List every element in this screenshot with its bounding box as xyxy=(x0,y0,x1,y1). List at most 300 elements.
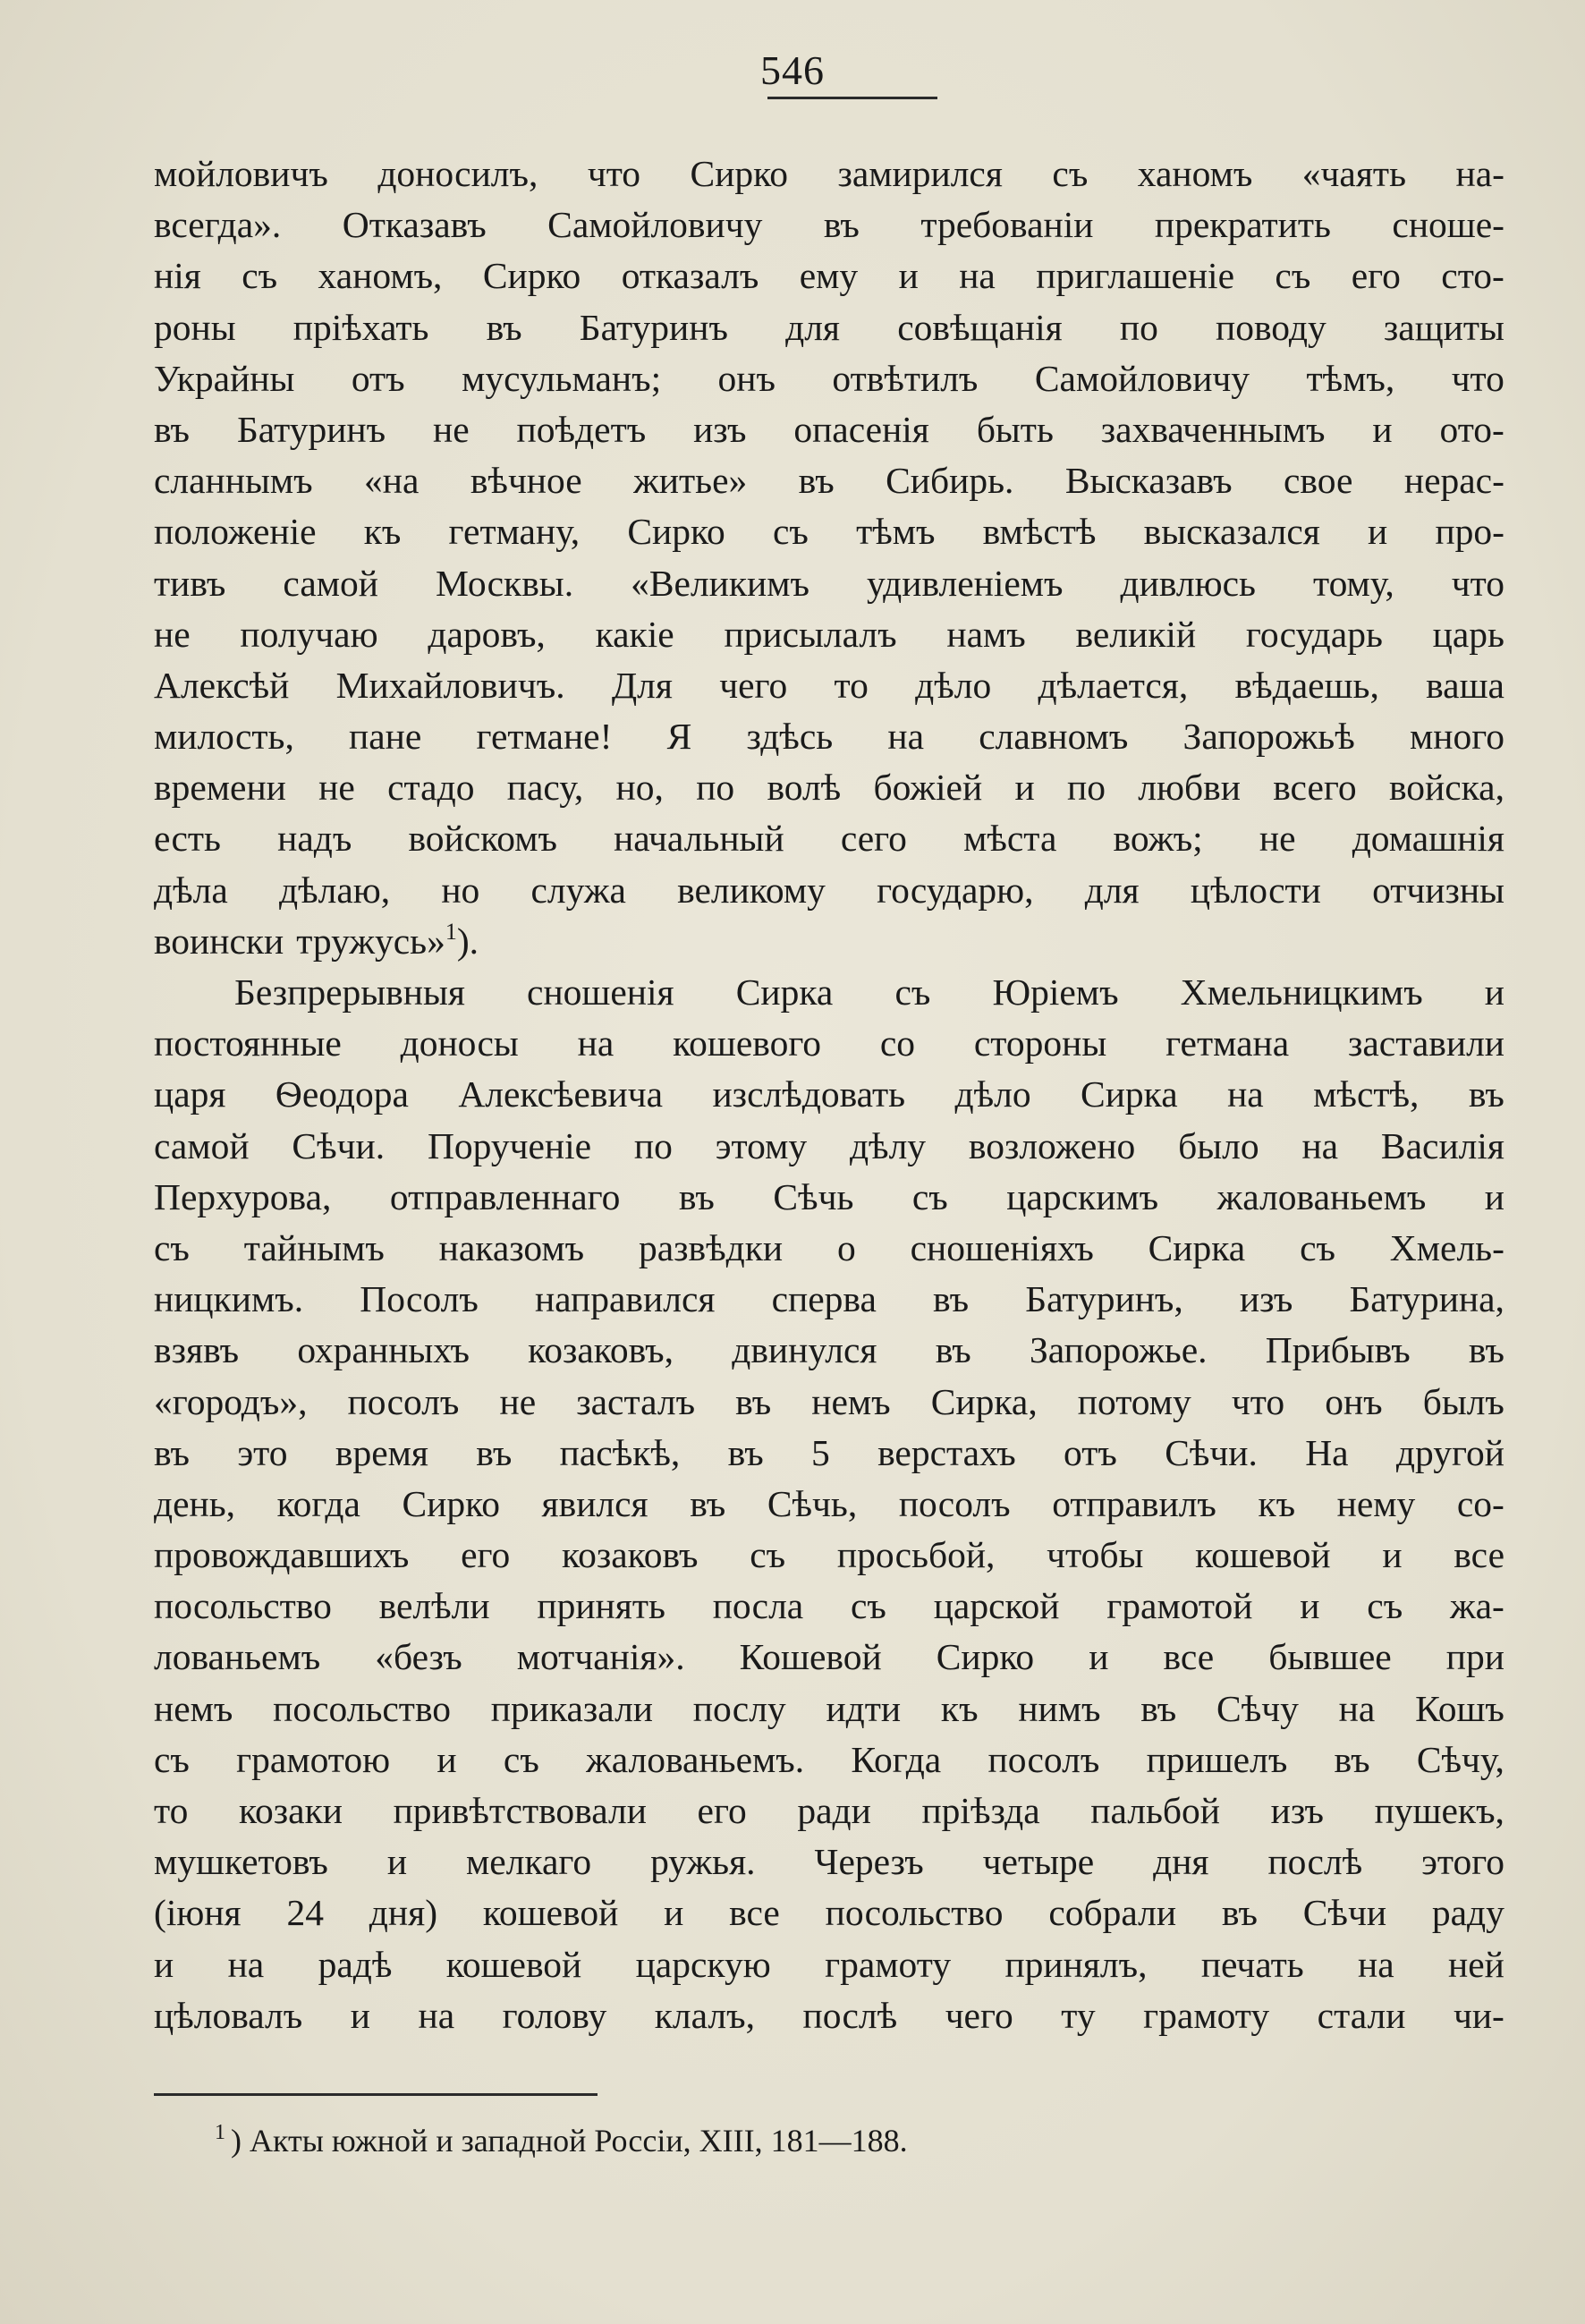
word: ней xyxy=(1448,1943,1504,1985)
word: мойловичъ xyxy=(154,153,328,194)
word: было xyxy=(1178,1124,1259,1166)
word: онъ xyxy=(717,357,776,399)
word: въ xyxy=(486,306,522,348)
word: житье» xyxy=(633,460,748,502)
text-line xyxy=(154,1887,1504,1938)
text-line xyxy=(154,967,1504,1018)
word: Сирко xyxy=(690,153,788,194)
word: Юріемъ xyxy=(992,971,1119,1013)
word: ваша xyxy=(1426,664,1504,706)
word: изъ xyxy=(693,408,747,450)
word: пришелъ xyxy=(1146,1738,1288,1780)
footnote-ref: 1 xyxy=(445,918,457,945)
word: его xyxy=(1351,255,1401,297)
word: посолъ xyxy=(987,1738,1100,1780)
word: велѣли xyxy=(378,1585,490,1627)
text-line xyxy=(154,506,1504,557)
text-line xyxy=(154,609,1504,660)
word: поводу xyxy=(1216,306,1326,348)
word: съ xyxy=(750,1534,786,1576)
text-line xyxy=(154,1479,1504,1530)
word: Для xyxy=(611,664,673,706)
word: намъ xyxy=(946,613,1026,655)
word: вѣдаешь, xyxy=(1234,664,1379,706)
word: Михайловичъ. xyxy=(335,664,565,706)
word: въ xyxy=(1334,1738,1370,1780)
word: принять xyxy=(537,1585,665,1627)
word: чи- xyxy=(1453,1994,1504,2036)
word: не xyxy=(499,1380,537,1422)
word: мелкаго xyxy=(466,1841,592,1883)
word: тому, xyxy=(1312,562,1394,604)
word: съ xyxy=(503,1738,539,1780)
word: на xyxy=(1301,1124,1339,1166)
word: «городъ», xyxy=(154,1380,308,1422)
word: бывшее xyxy=(1268,1636,1392,1678)
word: на xyxy=(1227,1073,1264,1115)
text-line xyxy=(154,1223,1504,1274)
word: получаю xyxy=(240,613,378,655)
word: Высказавъ xyxy=(1064,460,1233,502)
word: царскимъ xyxy=(1006,1175,1159,1217)
word: быть xyxy=(976,408,1054,450)
word: нему xyxy=(1336,1482,1416,1524)
text-line xyxy=(154,1939,1504,1990)
word: нерас- xyxy=(1403,460,1504,502)
text-line xyxy=(154,404,1504,455)
word: царской xyxy=(933,1585,1060,1627)
word: Батуринъ xyxy=(579,306,728,348)
word: въ xyxy=(735,1380,772,1422)
word: Украйны xyxy=(154,357,295,399)
word: въ xyxy=(690,1482,726,1524)
word: любви xyxy=(1138,767,1241,809)
word: про- xyxy=(1435,511,1504,553)
word: дѣло xyxy=(915,664,992,706)
word: лованьемъ xyxy=(154,1636,321,1678)
word: къ xyxy=(940,1687,979,1729)
word: четыре xyxy=(982,1841,1095,1883)
word: Сирко xyxy=(402,1482,500,1524)
word: не xyxy=(433,408,470,450)
footnote-mark: 1 xyxy=(215,2121,225,2144)
word: охранныхъ xyxy=(297,1329,470,1371)
word: захваченнымъ xyxy=(1100,408,1326,450)
word: начальный xyxy=(614,818,784,860)
word: сего xyxy=(840,818,907,860)
text-line xyxy=(154,711,1504,762)
word: не xyxy=(318,767,355,809)
word: Москвы. xyxy=(435,562,574,604)
word: по xyxy=(696,767,735,809)
word: но xyxy=(441,869,480,911)
word: для xyxy=(785,306,841,348)
text-line xyxy=(154,1684,1504,1735)
word: волѣ xyxy=(767,767,842,809)
text-line xyxy=(154,1069,1504,1120)
word: и xyxy=(1484,1175,1504,1217)
word: ханомъ xyxy=(1137,153,1253,194)
word: явился xyxy=(541,1482,648,1524)
word: нимъ xyxy=(1018,1687,1101,1729)
body-text xyxy=(154,148,1504,2041)
word: пальбой xyxy=(1090,1790,1220,1831)
word: сперва xyxy=(771,1278,877,1320)
word: роны xyxy=(154,306,236,348)
word: Батуринъ xyxy=(236,408,386,450)
word: царскую xyxy=(635,1943,771,1985)
word: Кошевой xyxy=(739,1636,882,1678)
word: съ xyxy=(911,1175,948,1217)
word: былъ xyxy=(1422,1380,1504,1422)
word: Батуринъ, xyxy=(1025,1278,1183,1320)
word: въ xyxy=(1221,1892,1258,1934)
word: голову xyxy=(502,1994,607,2036)
word: милость, xyxy=(154,716,294,758)
word: козаковъ, xyxy=(528,1329,674,1371)
word: На xyxy=(1305,1431,1349,1473)
word: высказался xyxy=(1143,511,1320,553)
word: то xyxy=(154,1790,189,1831)
word: верстахъ xyxy=(877,1431,1016,1473)
word: потому xyxy=(1077,1380,1191,1422)
footnote xyxy=(215,2122,908,2159)
word: самой xyxy=(154,1124,250,1166)
word: и xyxy=(1300,1585,1320,1627)
word: мушкетовъ xyxy=(154,1841,328,1883)
word: и xyxy=(1014,767,1035,809)
word: день, xyxy=(154,1482,236,1524)
word: дивлюсь xyxy=(1120,562,1256,604)
word: наказомъ xyxy=(438,1226,585,1268)
word: Я xyxy=(666,716,692,758)
word: пасу, xyxy=(506,767,584,809)
word: требованіи xyxy=(920,204,1094,246)
word: доносилъ, xyxy=(377,153,538,194)
word: посолъ xyxy=(347,1380,460,1422)
word: изслѣдовать xyxy=(712,1073,906,1115)
word: посла xyxy=(712,1585,804,1627)
word: и xyxy=(1368,511,1388,553)
word: съ xyxy=(851,1585,886,1627)
word: привѣтствовали xyxy=(393,1790,647,1831)
word: домашнія xyxy=(1352,818,1504,860)
text-line xyxy=(154,353,1504,404)
word: на xyxy=(1358,1943,1394,1985)
word: опасенія xyxy=(793,408,929,450)
word: съ xyxy=(154,1226,190,1268)
word: принялъ, xyxy=(1004,1943,1148,1985)
word: сношеніяхъ xyxy=(910,1226,1094,1268)
word: много xyxy=(1409,716,1504,758)
word: дѣло xyxy=(954,1073,1031,1115)
word: царь xyxy=(1432,613,1504,655)
word: Сѣчу xyxy=(1216,1687,1299,1729)
text-line xyxy=(154,1274,1504,1325)
word: съ xyxy=(1300,1226,1335,1268)
word: не xyxy=(1259,818,1296,860)
word: въ xyxy=(1468,1073,1504,1115)
word: постоянные xyxy=(154,1022,342,1064)
word: собрали xyxy=(1048,1892,1177,1934)
word: послу xyxy=(692,1687,786,1729)
word: Сѣчи xyxy=(1302,1892,1387,1934)
word: въ xyxy=(154,408,191,450)
word: съ xyxy=(154,1738,190,1780)
footnote-rule xyxy=(154,2093,598,2096)
word: изъ xyxy=(1239,1278,1293,1320)
word: къ xyxy=(363,511,402,553)
word: ото- xyxy=(1439,408,1504,450)
word: развѣдки xyxy=(638,1226,784,1268)
word: кошевого xyxy=(673,1022,822,1064)
word: есть xyxy=(154,818,221,860)
word: дѣлаю, xyxy=(278,869,391,911)
word: съ xyxy=(1052,153,1089,194)
word: великому xyxy=(677,869,826,911)
word: двинулся xyxy=(732,1329,877,1371)
word: его xyxy=(461,1534,511,1576)
word: но, xyxy=(615,767,664,809)
word: жалованьемъ xyxy=(1216,1175,1427,1217)
word: и xyxy=(1089,1636,1109,1678)
word: даровъ, xyxy=(428,613,546,655)
word: пасѣкѣ, xyxy=(559,1431,681,1473)
word: государь xyxy=(1245,613,1383,655)
word: Перхурова, xyxy=(154,1175,332,1217)
word: Сибирь. xyxy=(886,460,1014,502)
word: возложено xyxy=(968,1124,1136,1166)
word: удивленіемъ xyxy=(866,562,1064,604)
word: время xyxy=(335,1431,428,1473)
page-number: 546 xyxy=(760,47,825,93)
word: стороны xyxy=(973,1022,1107,1064)
word: прекратить xyxy=(1154,204,1331,246)
word: жалованьемъ. xyxy=(586,1738,805,1780)
word: клалъ, xyxy=(654,1994,755,2036)
word: изъ xyxy=(1270,1790,1324,1831)
word: гетмане! xyxy=(476,716,613,758)
word: немъ xyxy=(154,1687,233,1729)
word: съ xyxy=(894,971,931,1013)
word: Сирко xyxy=(936,1636,1035,1678)
word: великій xyxy=(1075,613,1197,655)
word: просьбой, xyxy=(836,1534,996,1576)
word: кошевой xyxy=(445,1943,582,1985)
word: Сѣчу, xyxy=(1416,1738,1504,1780)
text-line xyxy=(154,199,1504,250)
word: какіе xyxy=(595,613,674,655)
word: всего xyxy=(1273,767,1357,809)
word: сношенія xyxy=(527,971,674,1013)
text-line xyxy=(154,1325,1504,1376)
word: ему xyxy=(799,255,859,297)
word: что xyxy=(1231,1380,1285,1422)
word: и xyxy=(898,255,919,297)
word: нія xyxy=(154,255,201,297)
word: въ xyxy=(476,1431,513,1473)
word: отказалъ xyxy=(621,255,759,297)
word: съ xyxy=(1367,1585,1403,1627)
word: отвѣтилъ xyxy=(832,357,979,399)
word: когда xyxy=(276,1482,360,1524)
word: послѣ xyxy=(802,1994,898,2036)
word: Порученіе xyxy=(427,1124,592,1166)
text-line xyxy=(154,1632,1504,1683)
word: этого xyxy=(1421,1841,1504,1883)
word: ницкимъ. xyxy=(154,1278,304,1320)
word: Прибывъ xyxy=(1265,1329,1411,1371)
text-line xyxy=(154,1990,1504,2041)
word: все xyxy=(1163,1636,1215,1678)
word: Запорожье. xyxy=(1030,1329,1208,1371)
word: Запорожьѣ xyxy=(1182,716,1355,758)
text-line xyxy=(154,1377,1504,1428)
word: грамоту xyxy=(1143,1994,1270,2036)
word: Сирко xyxy=(482,255,581,297)
word: дѣлается, xyxy=(1038,664,1189,706)
word: совѣщанія xyxy=(897,306,1063,348)
word: Хмельницкимъ xyxy=(1180,971,1423,1013)
word: все xyxy=(729,1892,780,1934)
word: все xyxy=(1454,1534,1504,1576)
word: войска, xyxy=(1388,767,1504,809)
word: съ xyxy=(242,255,278,297)
word: направился xyxy=(534,1278,716,1320)
word: Сѣчи. xyxy=(1165,1431,1258,1473)
word: сланнымъ xyxy=(154,460,313,502)
word: служа xyxy=(530,869,626,911)
word: гетмана xyxy=(1165,1022,1290,1064)
word: для xyxy=(1084,869,1140,911)
word: на xyxy=(1338,1687,1376,1729)
text-line xyxy=(154,1530,1504,1581)
word: дѣла xyxy=(154,869,228,911)
word: ту xyxy=(1061,1994,1096,2036)
word: приказали xyxy=(490,1687,654,1729)
word: на xyxy=(887,716,925,758)
word: славномъ xyxy=(979,716,1129,758)
word: мѣста xyxy=(963,818,1057,860)
word: отправилъ xyxy=(1052,1482,1216,1524)
word: взявъ xyxy=(154,1329,240,1371)
word: посольство xyxy=(825,1892,1004,1934)
word: «Великимъ xyxy=(631,562,809,604)
word: поѣдетъ xyxy=(516,408,647,450)
word: что xyxy=(587,153,641,194)
word: положеніе xyxy=(154,511,317,553)
text-line xyxy=(154,1172,1504,1223)
word: отъ xyxy=(351,357,405,399)
word: что xyxy=(1451,357,1504,399)
word: чего xyxy=(945,1994,1013,2036)
word: вожъ; xyxy=(1113,818,1203,860)
word: доносы xyxy=(400,1022,519,1064)
word: Сирка xyxy=(1148,1226,1246,1268)
word: пріѣзда xyxy=(921,1790,1040,1831)
word: Хмель- xyxy=(1389,1226,1504,1268)
word: цѣлости xyxy=(1190,869,1321,911)
word: на xyxy=(227,1943,265,1985)
word: на xyxy=(577,1022,615,1064)
word: свое xyxy=(1284,460,1353,502)
word: ради xyxy=(797,1790,871,1831)
text-line xyxy=(154,916,1504,967)
word: надъ xyxy=(277,818,352,860)
word: Сирка xyxy=(1081,1073,1178,1115)
text-line xyxy=(154,762,1504,813)
word: войскомъ xyxy=(408,818,557,860)
word: отъ xyxy=(1064,1431,1117,1473)
word: засталъ xyxy=(576,1380,696,1422)
word: посольство xyxy=(154,1585,332,1627)
word: 24 xyxy=(286,1892,324,1934)
word: кошевой xyxy=(482,1892,619,1934)
word: отправленнаго xyxy=(389,1175,621,1217)
word: и xyxy=(437,1738,457,1780)
text-line xyxy=(154,148,1504,199)
word: посолъ xyxy=(898,1482,1011,1524)
word: царя xyxy=(154,1073,226,1115)
word: тружусь»$^1$). xyxy=(296,918,479,962)
word: къ xyxy=(1258,1482,1296,1524)
word: Посолъ xyxy=(360,1278,479,1320)
word: въ xyxy=(823,204,860,246)
text-line xyxy=(154,455,1504,506)
word: въ xyxy=(1140,1687,1177,1729)
word: въ xyxy=(1468,1329,1504,1371)
word: мѣстѣ, xyxy=(1313,1073,1420,1115)
word: Василія xyxy=(1380,1124,1504,1166)
word: съ xyxy=(772,511,809,553)
footnote-text: ) Акты южной и западной Россіи, XIII, 181—188. xyxy=(231,2123,908,2159)
word: жа- xyxy=(1449,1585,1504,1627)
word: тѣмъ xyxy=(856,511,936,553)
text-line xyxy=(154,558,1504,609)
word: кошевой xyxy=(1195,1534,1331,1576)
word: гетману, xyxy=(448,511,581,553)
word: Батурина, xyxy=(1349,1278,1504,1320)
word: воински xyxy=(154,920,284,962)
text-line xyxy=(154,865,1504,916)
word: государю, xyxy=(877,869,1034,911)
word: (іюня xyxy=(154,1892,242,1934)
word: въ xyxy=(154,1431,191,1473)
word: присылалъ xyxy=(724,613,897,655)
word: это xyxy=(237,1431,288,1473)
word: по xyxy=(633,1124,673,1166)
word: замирился xyxy=(837,153,1003,194)
word: самой xyxy=(283,562,378,604)
word: отчизны xyxy=(1372,869,1504,911)
word: тѣмъ, xyxy=(1306,357,1395,399)
text-line xyxy=(154,1121,1504,1172)
word: Когда xyxy=(851,1738,942,1780)
text-line xyxy=(154,302,1504,353)
word: всегда». xyxy=(154,204,282,246)
word: дня) xyxy=(369,1892,438,1934)
header-rule xyxy=(767,97,937,99)
word: «чаять xyxy=(1301,153,1406,194)
word: Сирка, xyxy=(930,1380,1038,1422)
word: времени xyxy=(154,767,286,809)
word: чтобы xyxy=(1047,1534,1144,1576)
word: по xyxy=(1119,306,1158,348)
word: Сѣчь, xyxy=(767,1482,858,1524)
word: здѣсь xyxy=(746,716,834,758)
word: сноше- xyxy=(1392,204,1504,246)
word: со xyxy=(879,1022,916,1064)
